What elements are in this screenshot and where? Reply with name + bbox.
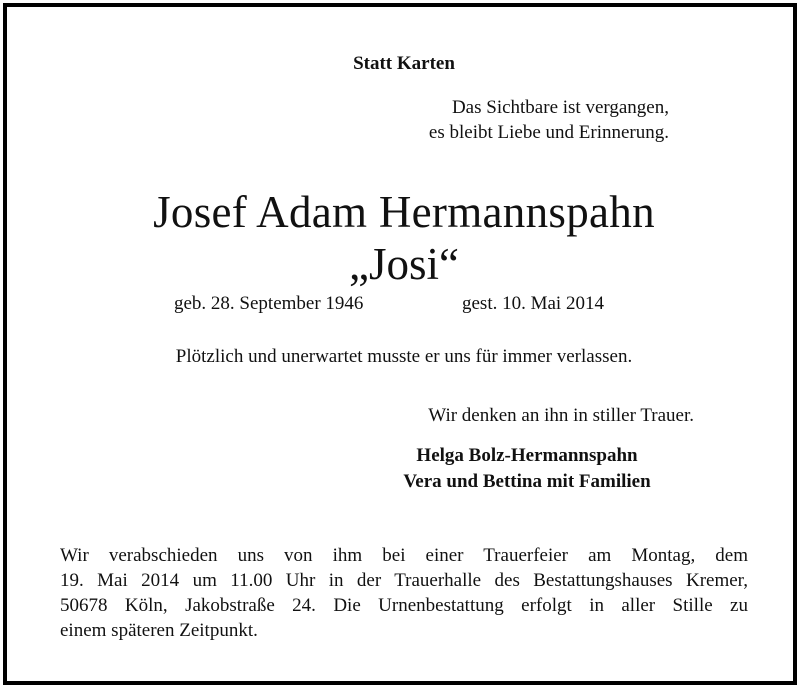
notice-heading: Statt Karten [353,53,455,74]
memorial-quote [429,95,669,145]
service-text-line: 50678 Köln, Jakobstraße 24. Die Urnenbestattung erfolgt in aller Stille zu [60,595,748,616]
birth-date: geb. 28. September 1946 [174,293,364,314]
mourning-line: Wir denken an ihn in stiller Trauer. [428,405,694,426]
passing-message: Plötzlich und unerwartet musste er uns für immer verlassen. [175,346,633,367]
mourners-signatures [377,443,677,495]
deceased-nickname: „Josi“ [349,239,459,289]
signature-line: Helga Bolz-Hermannspahn [416,445,638,466]
funeral-service-details [60,543,748,643]
obituary-notice [3,3,797,685]
signature-line: Vera und Bettina mit Familien [403,471,651,492]
service-text-line: Wir verabschieden uns von ihm bei einer Trauerfeier am Montag, dem [60,545,748,566]
death-date: gest. 10. Mai 2014 [462,293,604,314]
quote-line: es bleibt Liebe und Erinnerung. [428,122,669,143]
service-text-line: 19. Mai 2014 um 11.00 Uhr in der Trauerhalle des Bestattungshauses Kremer, [60,570,748,591]
quote-line: Das Sichtbare ist vergangen, [451,97,669,118]
deceased-name: Josef Adam Hermannspahn [153,187,655,237]
service-text-line: einem späteren Zeitpunkt. [60,620,258,641]
